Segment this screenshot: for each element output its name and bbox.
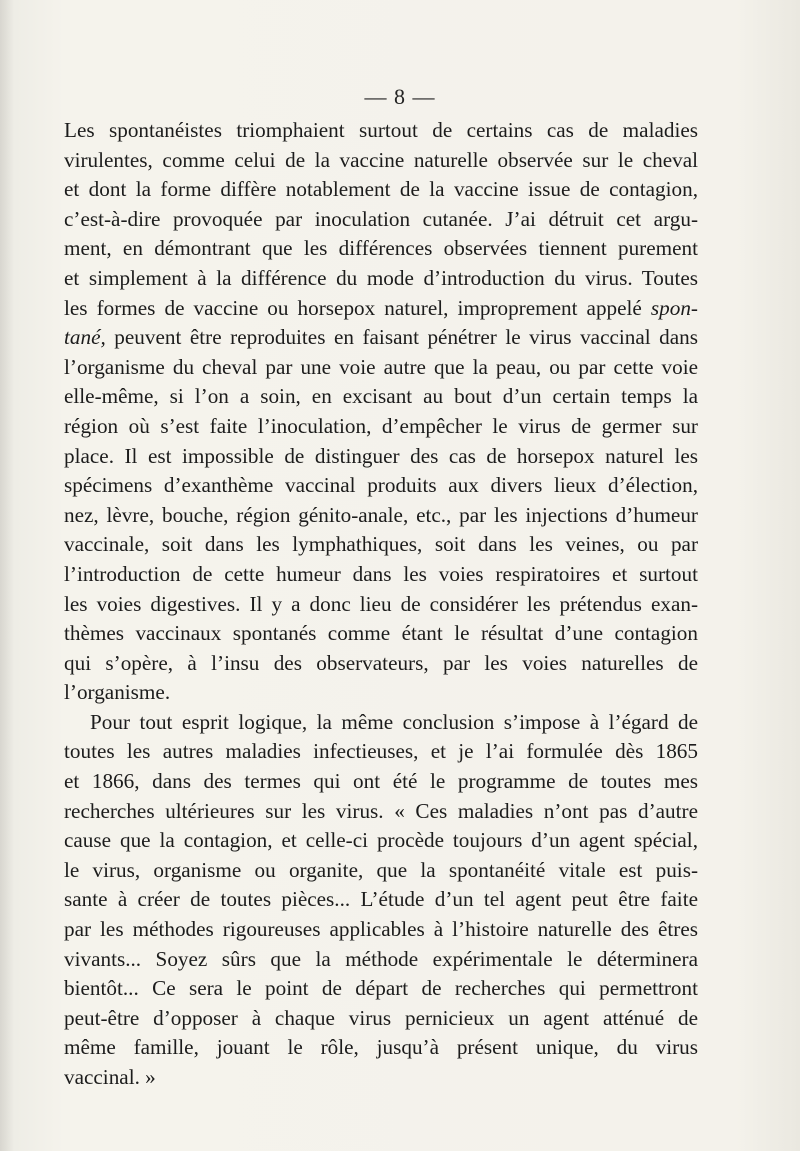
text-line: le virus, organisme ou organite, que la spontanéité vitale est puis- — [64, 857, 698, 882]
page-number: — 8 — — [364, 84, 436, 109]
text-line: toutes les autres maladies infectieuses, et je l’ai formulée dès 1865 — [64, 739, 698, 764]
text-line: par les méthodes rigoureuses applicables à l’histoire naturelle des êtres — [64, 917, 698, 942]
text-line: région où s’est faite l’inoculation, d’empêcher le virus de germer sur — [64, 413, 698, 438]
text-line: bientôt... Ce sera le point de départ de recherches qui permettront — [64, 976, 698, 1001]
text-line: c’est-à-dire provoquée par inoculation cutanée. J’ai détruit cet argu- — [64, 206, 698, 231]
text-line: elle-même, si l’on a soin, en excisant au bout d’un certain temps la — [64, 384, 698, 409]
text-line: vivants... Soyez sûrs que la méthode expérimentale le déterminera — [64, 946, 698, 971]
text-line: thèmes vaccinaux spontanés comme étant le résultat d’une contagion — [64, 621, 698, 646]
text-line — [64, 294, 698, 324]
text-line: et simplement à la différence du mode d’introduction du virus. Toutes — [64, 265, 698, 290]
text-line: Les spontanéistes triomphaient surtout de certains cas de maladies — [64, 118, 698, 142]
text-line: spécimens d’exanthème vaccinal produits aux divers lieux d’élection, — [64, 473, 698, 498]
text-line: place. Il est impossible de distinguer des cas de horsepox naturel les — [64, 443, 698, 468]
text-line — [64, 323, 698, 353]
text-line: les voies digestives. Il y a donc lieu de considérer les prétendus exan- — [64, 591, 698, 616]
italic-text: spon- — [650, 295, 698, 320]
text-line: l’organisme. — [64, 680, 171, 705]
text-line: qui s’opère, à l’insu des observateurs, par les voies naturelles de — [64, 650, 698, 675]
text-line: et dont la forme diffère notablement de la vaccine issue de contagion, — [64, 177, 698, 202]
text-line: nez, lèvre, bouche, région génito-anale, etc., par les injections d’humeur — [64, 502, 698, 527]
body-text — [64, 116, 698, 1093]
text-line: cause que la contagion, et celle-ci procède toujours d’un agent spécial, — [64, 828, 698, 853]
text-line: recherches ultérieures sur les virus. « Ces maladies n’ont pas d’autre — [64, 798, 698, 823]
text-line: peut-être d’opposer à chaque virus pernicieux un agent atténué de — [64, 1005, 698, 1030]
text-line: l’organisme du cheval par une voie autre que la peau, ou par cette voie — [64, 354, 698, 379]
text-line: même famille, jouant le rôle, jusqu’à présent unique, du virus — [64, 1035, 698, 1060]
text-line: ment, en démontrant que les différences observées tiennent purement — [64, 236, 698, 261]
page-edge-shadow — [0, 0, 14, 1151]
text-line: vaccinale, soit dans les lymphathiques, soit dans les veines, ou par — [64, 532, 698, 557]
text-line: virulentes, comme celui de la vaccine naturelle observée sur le cheval — [64, 147, 698, 172]
text-line: l’introduction de cette humeur dans les voies respiratoires et surtout — [64, 561, 698, 586]
italic-text: tané, — [64, 325, 106, 350]
text-line: sante à créer de toutes pièces... L’étude d’un tel agent peut être faite — [64, 887, 698, 912]
text-line: Pour tout esprit logique, la même conclusion s’impose à l’égard de — [90, 709, 698, 734]
text-line: vaccinal. » — [64, 1065, 156, 1089]
text-line: et 1866, dans des termes qui ont été le programme de toutes mes — [64, 769, 698, 794]
text-span: peuvent être reproduites en faisant pénétrer le virus vaccinal dans — [114, 325, 698, 350]
text-span: les formes de vaccine ou horsepox naturel, improprement appelé — [64, 295, 642, 320]
